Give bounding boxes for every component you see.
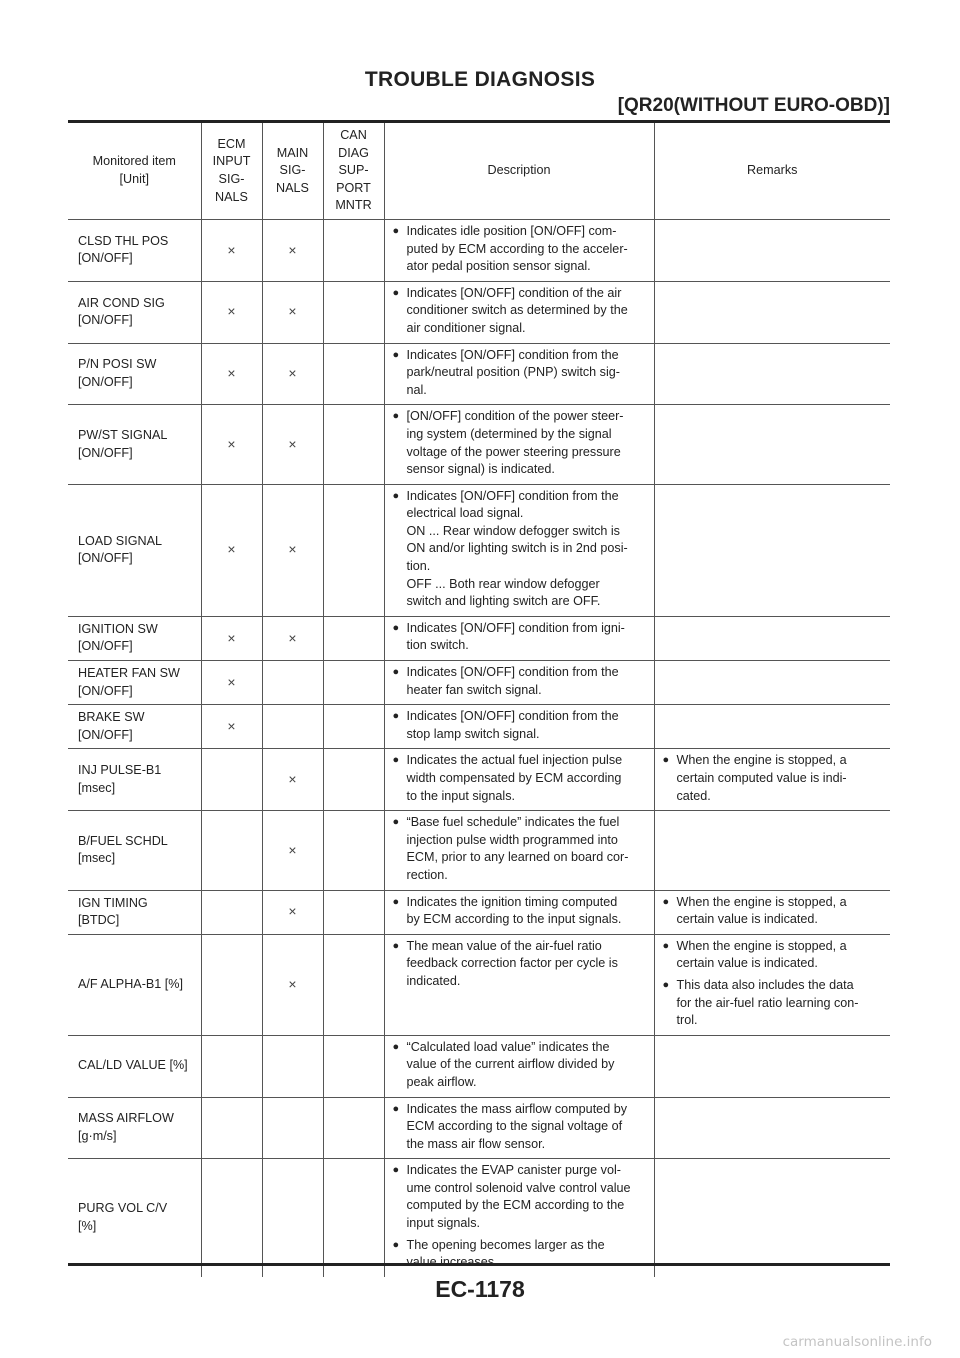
table-row: [68, 1097, 890, 1159]
ecm-input-mark: [201, 1035, 262, 1097]
remarks-cell: [654, 749, 890, 811]
table-row: [68, 811, 890, 890]
bullet-dot-icon: ●: [392, 939, 400, 952]
bullet-text: This data also includes the data for the air-fuel ratio learning con- trol.: [676, 977, 859, 1028]
description-cell: [384, 484, 654, 616]
ecm-input-mark: ×: [201, 661, 262, 705]
bullet-dot-icon: ●: [392, 754, 400, 767]
ecm-input-mark: [201, 890, 262, 934]
description-cell: [384, 1159, 654, 1277]
can-diag-mark: [323, 616, 384, 660]
table-row: [68, 281, 890, 343]
remarks-cell: [654, 661, 890, 705]
can-diag-mark: [323, 484, 384, 616]
can-diag-mark: [323, 405, 384, 484]
remarks-cell: [654, 1097, 890, 1159]
main-signal-mark: [262, 1035, 323, 1097]
can-diag-mark: [323, 1097, 384, 1159]
header-main-signals: MAIN SIG- NALS: [262, 123, 323, 219]
monitored-item-cell: PW/ST SIGNAL [ON/OFF]: [68, 405, 201, 484]
main-signal-mark: ×: [262, 405, 323, 484]
ecm-input-mark: ×: [201, 219, 262, 281]
table-row: [68, 661, 890, 705]
remarks-cell: [654, 934, 890, 1035]
bullet-item: [393, 408, 648, 478]
table-row: [68, 934, 890, 1035]
description-cell: [384, 661, 654, 705]
bullet-dot-icon: ●: [392, 489, 400, 502]
bullet-dot-icon: ●: [392, 666, 400, 679]
ecm-input-mark: ×: [201, 343, 262, 405]
bullet-text: Indicates [ON/OFF] condition from the electrical load signal. ON ... Rear window defogger switch is ON and/or lighting switch is in 2nd posi- tion. OFF ... Both rear window defogger switch and lighting switch are OFF.: [406, 488, 628, 609]
bullet-item: [393, 1101, 648, 1154]
can-diag-mark: [323, 343, 384, 405]
main-signal-mark: [262, 1097, 323, 1159]
main-signal-mark: ×: [262, 749, 323, 811]
footer-rule: [68, 1263, 890, 1266]
remarks-cell: [654, 705, 890, 749]
bullet-dot-icon: ●: [392, 410, 400, 423]
monitored-item-cell: IGNITION SW [ON/OFF]: [68, 616, 201, 660]
main-signal-mark: ×: [262, 811, 323, 890]
ecm-input-mark: [201, 811, 262, 890]
table-row: [68, 343, 890, 405]
description-cell: [384, 934, 654, 1035]
bullet-item: [663, 752, 885, 805]
bullet-item: [393, 620, 648, 655]
bullet-text: Indicates the actual fuel injection pulse width compensated by ECM according to the input signals.: [406, 753, 623, 803]
bullet-text: The mean value of the air-fuel ratio feedback correction factor per cycle is indicated.: [406, 938, 618, 988]
bullet-dot-icon: ●: [392, 348, 400, 361]
remarks-cell: [654, 1035, 890, 1097]
description-cell: [384, 405, 654, 484]
section-subtitle: [QR20(WITHOUT EURO-OBD)]: [617, 95, 890, 116]
bullet-text: “Calculated load value” indicates the value of the current airflow divided by peak airflow.: [406, 1039, 615, 1089]
monitored-item-cell: P/N POSI SW [ON/OFF]: [68, 343, 201, 405]
table-row: [68, 1159, 890, 1277]
table-row: [68, 219, 890, 281]
description-cell: [384, 705, 654, 749]
section-title: TROUBLE DIAGNOSIS: [364, 68, 596, 91]
description-cell: [384, 281, 654, 343]
header-description: Description: [384, 123, 654, 219]
ecm-input-mark: ×: [201, 484, 262, 616]
ecm-input-mark: [201, 1159, 262, 1277]
table-row: [68, 484, 890, 616]
can-diag-mark: [323, 1035, 384, 1097]
bullet-item: [663, 894, 885, 929]
monitored-item-cell: HEATER FAN SW [ON/OFF]: [68, 661, 201, 705]
monitored-item-cell: B/FUEL SCHDL [msec]: [68, 811, 201, 890]
monitored-item-cell: PURG VOL C/V [%]: [78, 1201, 168, 1234]
monitored-item-cell: AIR COND SIG [ON/OFF]: [68, 281, 201, 343]
bullet-text: Indicates idle position [ON/OFF] com- puted by ECM according to the acceler- ator pedal position sensor signal.: [406, 223, 628, 274]
monitored-item-cell: CLSD THL POS [ON/OFF]: [68, 219, 201, 281]
remarks-cell: [654, 890, 890, 934]
watermark: carmanualsonline.info: [782, 1334, 932, 1350]
remarks-cell: [654, 405, 890, 484]
bullet-text: Indicates [ON/OFF] condition from igni- tion switch.: [406, 620, 625, 653]
can-diag-mark: [323, 934, 384, 1035]
bullet-item: [393, 1039, 648, 1092]
monitored-item-cell: INJ PULSE-B1 [msec]: [68, 749, 201, 811]
table-row: [68, 616, 890, 660]
bullet-item: [393, 488, 648, 611]
bullet-dot-icon: ●: [392, 621, 400, 634]
ecm-input-mark: ×: [201, 616, 262, 660]
bullet-item: [663, 977, 885, 1030]
bullet-dot-icon: ●: [392, 1102, 400, 1115]
bullet-text: Indicates [ON/OFF] condition from the stop lamp switch signal.: [406, 709, 619, 741]
bullet-text: “Base fuel schedule” indicates the fuel injection pulse width programmed into ECM, prior to any learned on board cor- rection.: [406, 815, 629, 882]
can-diag-mark: [323, 219, 384, 281]
bullet-dot-icon: ●: [392, 895, 400, 908]
bullet-text: Indicates [ON/OFF] condition from the park/neutral position (PNP) switch sig- nal.: [406, 347, 620, 397]
bullet-dot-icon: ●: [662, 895, 670, 908]
monitor-items-table: [68, 123, 890, 1277]
ecm-input-mark: ×: [201, 281, 262, 343]
can-diag-mark: [323, 890, 384, 934]
description-cell: [384, 749, 654, 811]
bullet-text: When the engine is stopped, a certain computed value is indi- cated.: [676, 753, 847, 803]
bullet-item: [393, 752, 648, 805]
ecm-input-mark: ×: [201, 405, 262, 484]
description-cell: [384, 219, 654, 281]
remarks-cell: [654, 616, 890, 660]
bullet-dot-icon: ●: [392, 816, 400, 829]
table-row: [68, 749, 890, 811]
can-diag-mark: [323, 281, 384, 343]
monitored-item-cell: MASS AIRFLOW [g·m/s]: [68, 1097, 201, 1159]
main-signal-mark: [262, 661, 323, 705]
description-cell: [384, 890, 654, 934]
bullet-item: [393, 894, 648, 929]
monitored-item-cell: BRAKE SW [ON/OFF]: [68, 705, 201, 749]
bullet-item: [393, 814, 648, 884]
bullet-item: [393, 938, 648, 991]
header-can-diag-support-mntr: CAN DIAG SUP- PORT MNTR: [323, 123, 384, 219]
remarks-cell: [654, 219, 890, 281]
bullet-dot-icon: ●: [392, 1040, 400, 1053]
description-cell: [384, 616, 654, 660]
bullet-item: [393, 285, 648, 338]
table-row: [68, 705, 890, 749]
ecm-input-mark: ×: [201, 705, 262, 749]
remarks-cell: [654, 343, 890, 405]
bullet-text: When the engine is stopped, a certain value is indicated.: [676, 938, 847, 971]
bullet-item: [393, 664, 648, 699]
remarks-cell: [654, 281, 890, 343]
ecm-input-mark: [201, 1097, 262, 1159]
description-cell: [384, 343, 654, 405]
bullet-dot-icon: ●: [662, 754, 670, 767]
table-row: [68, 890, 890, 934]
header-ecm-input-signals: ECM INPUT SIG- NALS: [201, 123, 262, 219]
monitored-item-cell: A/F ALPHA-B1 [%]: [68, 934, 201, 1035]
can-diag-mark: [323, 811, 384, 890]
bullet-item: [393, 1237, 648, 1272]
remarks-cell: [654, 811, 890, 890]
main-signal-mark: [262, 1159, 323, 1277]
bullet-text: Indicates [ON/OFF] condition of the air conditioner switch as determined by the air conditioner signal.: [406, 285, 628, 335]
bullet-item: [393, 708, 648, 743]
bullet-dot-icon: ●: [392, 710, 400, 723]
ecm-input-mark: [201, 934, 262, 1035]
bullet-dot-icon: ●: [662, 939, 670, 952]
bullet-text: When the engine is stopped, a certain value is indicated.: [676, 894, 847, 927]
main-signal-mark: ×: [262, 219, 323, 281]
page-number: EC-1178: [435, 1276, 525, 1302]
main-signal-mark: ×: [262, 934, 323, 1035]
remarks-cell: [654, 1159, 890, 1277]
bullet-text: Indicates [ON/OFF] condition from the heater fan switch signal.: [406, 665, 619, 697]
table-row: [68, 1035, 890, 1097]
bullet-item: [393, 1162, 648, 1232]
ecm-input-mark: [201, 749, 262, 811]
bullet-text: Indicates the mass airflow computed by ECM according to the signal voltage of the mass air flow sensor.: [406, 1101, 627, 1151]
monitored-item-cell: LOAD SIGNAL [ON/OFF]: [68, 484, 201, 616]
bullet-item: [393, 347, 648, 400]
header-remarks: Remarks: [654, 123, 890, 219]
can-diag-mark: [323, 705, 384, 749]
header-monitored-item: Monitored item [Unit]: [68, 123, 201, 219]
bullet-dot-icon: ●: [662, 978, 670, 991]
main-signal-mark: ×: [262, 890, 323, 934]
bullet-dot-icon: ●: [392, 286, 400, 299]
main-signal-mark: ×: [262, 343, 323, 405]
description-cell: [384, 811, 654, 890]
bullet-dot-icon: ●: [392, 1164, 400, 1177]
bullet-dot-icon: ●: [392, 1238, 400, 1251]
description-cell: [384, 1097, 654, 1159]
main-signal-mark: ×: [262, 281, 323, 343]
bullet-text: Indicates the ignition timing computed by ECM according to the input signals.: [406, 894, 622, 927]
can-diag-mark: [323, 661, 384, 705]
table-header-row: [68, 123, 890, 219]
main-signal-mark: [262, 705, 323, 749]
monitored-item-cell: IGN TIMING [BTDC]: [68, 890, 201, 934]
bullet-text: Indicates the EVAP canister purge vol- ume control solenoid valve control value computed by the ECM according to the input signals.: [406, 1163, 631, 1231]
can-diag-mark: [323, 749, 384, 811]
bullet-text: The opening becomes larger as the: [406, 1237, 605, 1252]
main-signal-mark: ×: [262, 616, 323, 660]
bullet-item: [663, 938, 885, 973]
bullet-item: [393, 223, 648, 276]
description-cell: [384, 1035, 654, 1097]
main-signal-mark: ×: [262, 484, 323, 616]
table-row: [68, 405, 890, 484]
monitored-item-cell: CAL/LD VALUE [%]: [68, 1035, 201, 1097]
can-diag-mark: [323, 1159, 384, 1277]
bullet-text: [ON/OFF] condition of the power steer- ing system (determined by the signal voltage of the power steering pressure sensor signal) is indicated.: [406, 409, 624, 477]
remarks-cell: [654, 484, 890, 616]
bullet-dot-icon: ●: [392, 224, 400, 237]
